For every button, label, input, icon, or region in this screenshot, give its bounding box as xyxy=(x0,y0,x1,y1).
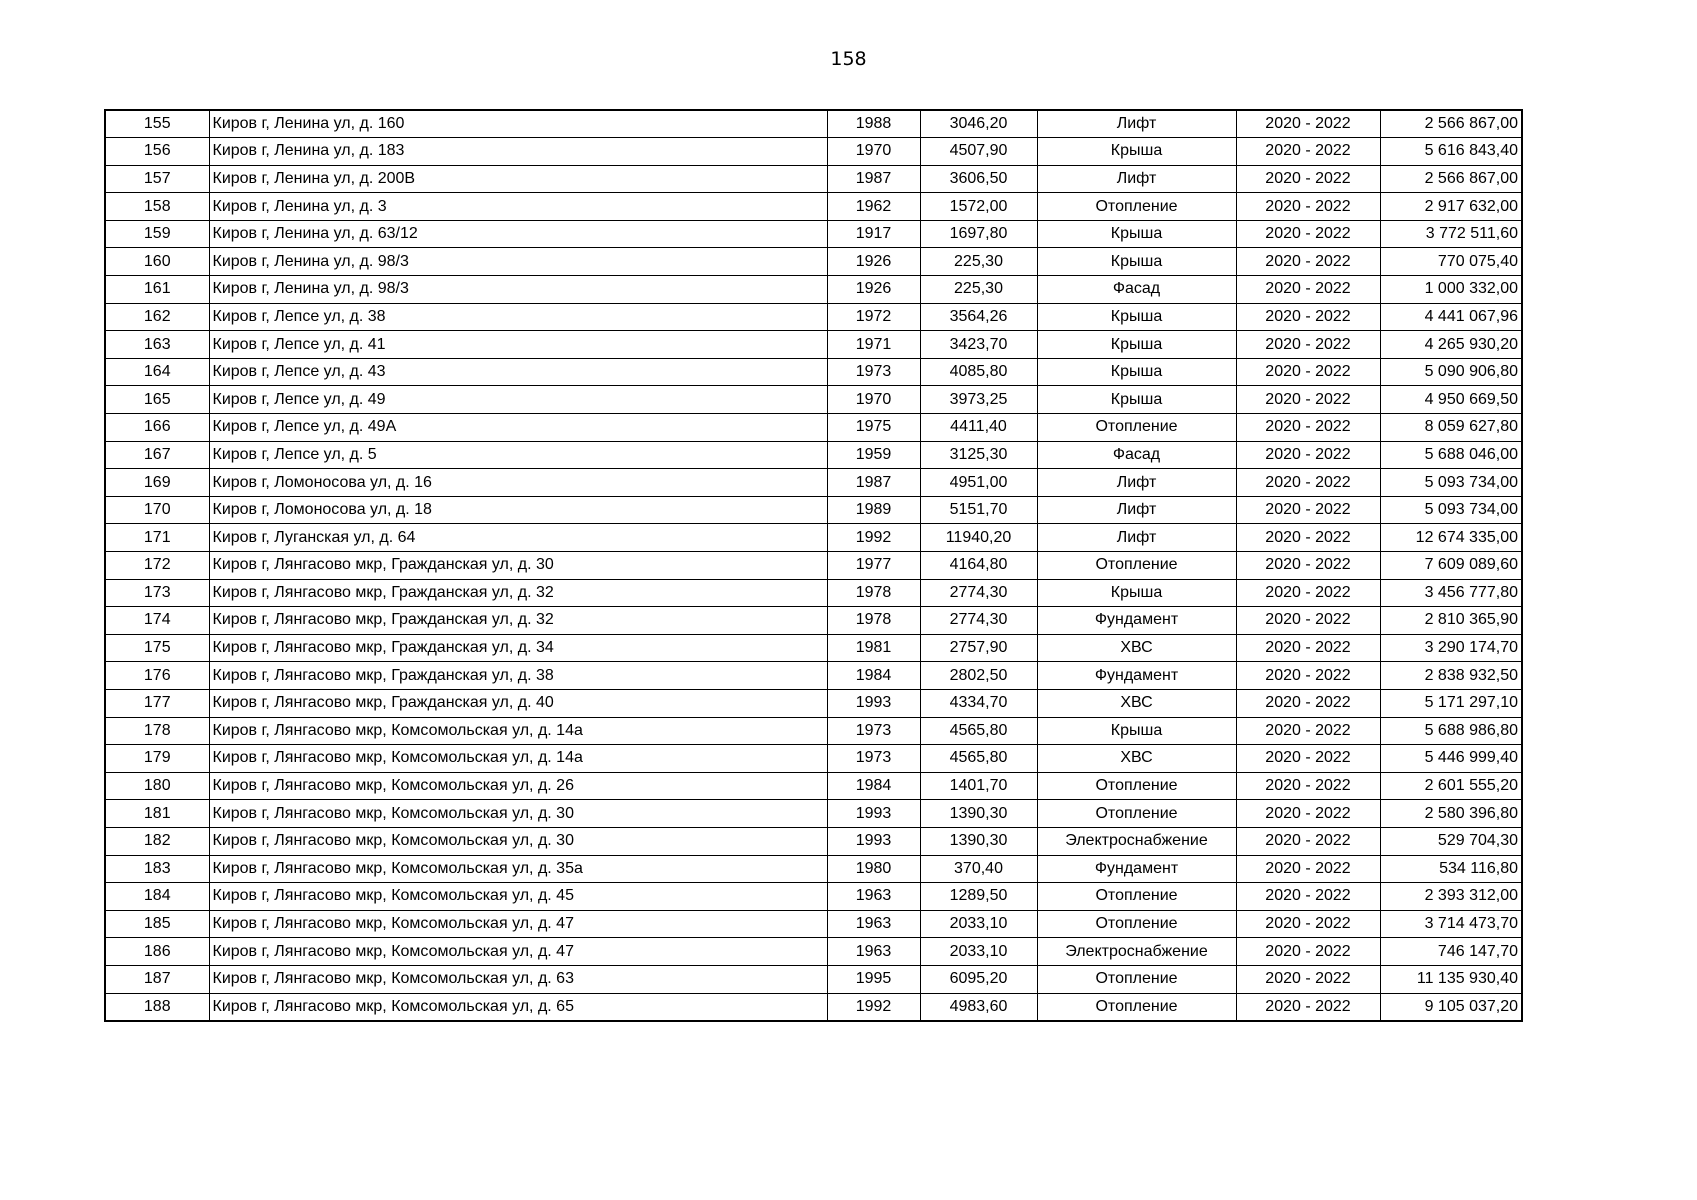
area-cell: 3125,30 xyxy=(920,441,1037,469)
row-number-cell: 171 xyxy=(105,524,209,552)
period-cell: 2020 - 2022 xyxy=(1236,855,1380,883)
period-cell: 2020 - 2022 xyxy=(1236,248,1380,276)
address-cell: Киров г, Лянгасово мкр, Комсомольская ул, д. 47 xyxy=(209,910,827,938)
cost-cell: 11 135 930,40 xyxy=(1380,965,1522,993)
row-number-cell: 161 xyxy=(105,276,209,304)
registry-body xyxy=(105,110,1522,1021)
row-number-cell: 155 xyxy=(105,110,209,138)
area-cell: 4565,80 xyxy=(920,745,1037,773)
address-cell: Киров г, Лепсе ул, д. 49 xyxy=(209,386,827,414)
period-cell: 2020 - 2022 xyxy=(1236,827,1380,855)
period-cell: 2020 - 2022 xyxy=(1236,579,1380,607)
address-cell: Киров г, Лянгасово мкр, Комсомольская ул, д. 45 xyxy=(209,883,827,911)
cost-cell: 3 456 777,80 xyxy=(1380,579,1522,607)
area-cell: 1697,80 xyxy=(920,220,1037,248)
address-cell: Киров г, Ленина ул, д. 183 xyxy=(209,138,827,166)
address-cell: Киров г, Ленина ул, д. 3 xyxy=(209,193,827,221)
work-type-cell: Лифт xyxy=(1037,165,1236,193)
work-type-cell: Фундамент xyxy=(1037,855,1236,883)
row-number-cell: 176 xyxy=(105,662,209,690)
period-cell: 2020 - 2022 xyxy=(1236,331,1380,359)
area-cell: 225,30 xyxy=(920,248,1037,276)
area-cell: 6095,20 xyxy=(920,965,1037,993)
row-number-cell: 164 xyxy=(105,358,209,386)
cost-cell: 5 688 986,80 xyxy=(1380,717,1522,745)
table-row xyxy=(105,607,1522,635)
build-year-cell: 1972 xyxy=(827,303,920,331)
cost-cell: 1 000 332,00 xyxy=(1380,276,1522,304)
build-year-cell: 1987 xyxy=(827,165,920,193)
period-cell: 2020 - 2022 xyxy=(1236,745,1380,773)
period-cell: 2020 - 2022 xyxy=(1236,303,1380,331)
table-row xyxy=(105,579,1522,607)
area-cell: 4164,80 xyxy=(920,552,1037,580)
table-row xyxy=(105,689,1522,717)
table-row xyxy=(105,965,1522,993)
build-year-cell: 1995 xyxy=(827,965,920,993)
work-type-cell: Крыша xyxy=(1037,220,1236,248)
row-number-cell: 169 xyxy=(105,469,209,497)
area-cell: 4951,00 xyxy=(920,469,1037,497)
table-row xyxy=(105,138,1522,166)
cost-cell: 5 688 046,00 xyxy=(1380,441,1522,469)
table-row xyxy=(105,662,1522,690)
cost-cell: 3 290 174,70 xyxy=(1380,634,1522,662)
address-cell: Киров г, Ленина ул, д. 63/12 xyxy=(209,220,827,248)
table-row xyxy=(105,331,1522,359)
row-number-cell: 170 xyxy=(105,496,209,524)
area-cell: 1401,70 xyxy=(920,772,1037,800)
row-number-cell: 159 xyxy=(105,220,209,248)
build-year-cell: 1973 xyxy=(827,358,920,386)
address-cell: Киров г, Лянгасово мкр, Комсомольская ул, д. 14а xyxy=(209,745,827,773)
cost-cell: 5 090 906,80 xyxy=(1380,358,1522,386)
period-cell: 2020 - 2022 xyxy=(1236,110,1380,138)
work-type-cell: Отопление xyxy=(1037,193,1236,221)
period-cell: 2020 - 2022 xyxy=(1236,496,1380,524)
cost-cell: 770 075,40 xyxy=(1380,248,1522,276)
table-row xyxy=(105,248,1522,276)
row-number-cell: 167 xyxy=(105,441,209,469)
period-cell: 2020 - 2022 xyxy=(1236,524,1380,552)
address-cell: Киров г, Лянгасово мкр, Гражданская ул, д. 40 xyxy=(209,689,827,717)
work-type-cell: ХВС xyxy=(1037,745,1236,773)
row-number-cell: 182 xyxy=(105,827,209,855)
row-number-cell: 157 xyxy=(105,165,209,193)
cost-cell: 2 566 867,00 xyxy=(1380,165,1522,193)
period-cell: 2020 - 2022 xyxy=(1236,441,1380,469)
build-year-cell: 1963 xyxy=(827,938,920,966)
row-number-cell: 186 xyxy=(105,938,209,966)
area-cell: 4085,80 xyxy=(920,358,1037,386)
period-cell: 2020 - 2022 xyxy=(1236,358,1380,386)
table-row xyxy=(105,827,1522,855)
work-type-cell: Крыша xyxy=(1037,303,1236,331)
work-type-cell: Лифт xyxy=(1037,469,1236,497)
area-cell: 1390,30 xyxy=(920,800,1037,828)
cost-cell: 5 093 734,00 xyxy=(1380,496,1522,524)
cost-cell: 5 171 297,10 xyxy=(1380,689,1522,717)
row-number-cell: 173 xyxy=(105,579,209,607)
work-type-cell: Крыша xyxy=(1037,717,1236,745)
area-cell: 2033,10 xyxy=(920,938,1037,966)
period-cell: 2020 - 2022 xyxy=(1236,993,1380,1021)
address-cell: Киров г, Лянгасово мкр, Комсомольская ул, д. 35а xyxy=(209,855,827,883)
build-year-cell: 1963 xyxy=(827,883,920,911)
row-number-cell: 166 xyxy=(105,414,209,442)
page-number: 158 xyxy=(830,48,867,70)
address-cell: Киров г, Лянгасово мкр, Комсомольская ул, д. 63 xyxy=(209,965,827,993)
area-cell: 3973,25 xyxy=(920,386,1037,414)
period-cell: 2020 - 2022 xyxy=(1236,772,1380,800)
work-type-cell: Отопление xyxy=(1037,552,1236,580)
address-cell: Киров г, Ленина ул, д. 98/3 xyxy=(209,248,827,276)
period-cell: 2020 - 2022 xyxy=(1236,938,1380,966)
address-cell: Киров г, Лянгасово мкр, Комсомольская ул, д. 14а xyxy=(209,717,827,745)
period-cell: 2020 - 2022 xyxy=(1236,689,1380,717)
work-type-cell: Фасад xyxy=(1037,276,1236,304)
build-year-cell: 1987 xyxy=(827,469,920,497)
cost-cell: 2 810 365,90 xyxy=(1380,607,1522,635)
address-cell: Киров г, Лепсе ул, д. 41 xyxy=(209,331,827,359)
table-row xyxy=(105,634,1522,662)
row-number-cell: 172 xyxy=(105,552,209,580)
work-type-cell: ХВС xyxy=(1037,634,1236,662)
build-year-cell: 1993 xyxy=(827,827,920,855)
work-type-cell: Отопление xyxy=(1037,910,1236,938)
build-year-cell: 1963 xyxy=(827,910,920,938)
cost-cell: 529 704,30 xyxy=(1380,827,1522,855)
area-cell: 3606,50 xyxy=(920,165,1037,193)
cost-cell: 9 105 037,20 xyxy=(1380,993,1522,1021)
build-year-cell: 1917 xyxy=(827,220,920,248)
table-row xyxy=(105,441,1522,469)
row-number-cell: 162 xyxy=(105,303,209,331)
period-cell: 2020 - 2022 xyxy=(1236,662,1380,690)
area-cell: 11940,20 xyxy=(920,524,1037,552)
address-cell: Киров г, Луганская ул, д. 64 xyxy=(209,524,827,552)
build-year-cell: 1973 xyxy=(827,717,920,745)
build-year-cell: 1992 xyxy=(827,993,920,1021)
build-year-cell: 1980 xyxy=(827,855,920,883)
period-cell: 2020 - 2022 xyxy=(1236,138,1380,166)
work-type-cell: Крыша xyxy=(1037,138,1236,166)
row-number-cell: 181 xyxy=(105,800,209,828)
table-row xyxy=(105,993,1522,1021)
work-type-cell: Крыша xyxy=(1037,331,1236,359)
work-type-cell: Крыша xyxy=(1037,248,1236,276)
build-year-cell: 1978 xyxy=(827,579,920,607)
work-type-cell: Крыша xyxy=(1037,579,1236,607)
table-row xyxy=(105,165,1522,193)
table-row xyxy=(105,855,1522,883)
address-cell: Киров г, Лянгасово мкр, Гражданская ул, д. 34 xyxy=(209,634,827,662)
period-cell: 2020 - 2022 xyxy=(1236,469,1380,497)
table-row xyxy=(105,414,1522,442)
table-row xyxy=(105,717,1522,745)
area-cell: 2774,30 xyxy=(920,607,1037,635)
work-type-cell: Отопление xyxy=(1037,883,1236,911)
address-cell: Киров г, Лянгасово мкр, Гражданская ул, д. 32 xyxy=(209,579,827,607)
period-cell: 2020 - 2022 xyxy=(1236,965,1380,993)
address-cell: Киров г, Ленина ул, д. 98/3 xyxy=(209,276,827,304)
area-cell: 2033,10 xyxy=(920,910,1037,938)
cost-cell: 2 393 312,00 xyxy=(1380,883,1522,911)
address-cell: Киров г, Ломоносова ул, д. 18 xyxy=(209,496,827,524)
work-type-cell: Электроснабжение xyxy=(1037,938,1236,966)
cost-cell: 534 116,80 xyxy=(1380,855,1522,883)
cost-cell: 5 093 734,00 xyxy=(1380,469,1522,497)
cost-cell: 2 566 867,00 xyxy=(1380,110,1522,138)
row-number-cell: 183 xyxy=(105,855,209,883)
address-cell: Киров г, Лянгасово мкр, Комсомольская ул, д. 65 xyxy=(209,993,827,1021)
build-year-cell: 1977 xyxy=(827,552,920,580)
build-year-cell: 1970 xyxy=(827,138,920,166)
build-year-cell: 1926 xyxy=(827,276,920,304)
area-cell: 2774,30 xyxy=(920,579,1037,607)
row-number-cell: 187 xyxy=(105,965,209,993)
table-row xyxy=(105,524,1522,552)
work-type-cell: Фасад xyxy=(1037,441,1236,469)
row-number-cell: 163 xyxy=(105,331,209,359)
work-type-cell: Лифт xyxy=(1037,496,1236,524)
build-year-cell: 1993 xyxy=(827,689,920,717)
cost-cell: 7 609 089,60 xyxy=(1380,552,1522,580)
build-year-cell: 1970 xyxy=(827,386,920,414)
cost-cell: 2 838 932,50 xyxy=(1380,662,1522,690)
area-cell: 3046,20 xyxy=(920,110,1037,138)
period-cell: 2020 - 2022 xyxy=(1236,552,1380,580)
repair-registry-table xyxy=(104,109,1523,1022)
area-cell: 4411,40 xyxy=(920,414,1037,442)
address-cell: Киров г, Лянгасово мкр, Комсомольская ул, д. 30 xyxy=(209,800,827,828)
address-cell: Киров г, Ломоносова ул, д. 16 xyxy=(209,469,827,497)
period-cell: 2020 - 2022 xyxy=(1236,165,1380,193)
table-row xyxy=(105,276,1522,304)
address-cell: Киров г, Лянгасово мкр, Комсомольская ул, д. 47 xyxy=(209,938,827,966)
address-cell: Киров г, Ленина ул, д. 200В xyxy=(209,165,827,193)
build-year-cell: 1981 xyxy=(827,634,920,662)
area-cell: 1572,00 xyxy=(920,193,1037,221)
build-year-cell: 1975 xyxy=(827,414,920,442)
cost-cell: 12 674 335,00 xyxy=(1380,524,1522,552)
address-cell: Киров г, Лянгасово мкр, Гражданская ул, д. 30 xyxy=(209,552,827,580)
build-year-cell: 1962 xyxy=(827,193,920,221)
cost-cell: 5 446 999,40 xyxy=(1380,745,1522,773)
work-type-cell: ХВС xyxy=(1037,689,1236,717)
area-cell: 1289,50 xyxy=(920,883,1037,911)
build-year-cell: 1971 xyxy=(827,331,920,359)
address-cell: Киров г, Лепсе ул, д. 38 xyxy=(209,303,827,331)
work-type-cell: Крыша xyxy=(1037,386,1236,414)
period-cell: 2020 - 2022 xyxy=(1236,634,1380,662)
table-row xyxy=(105,110,1522,138)
area-cell: 225,30 xyxy=(920,276,1037,304)
table-row xyxy=(105,303,1522,331)
area-cell: 2802,50 xyxy=(920,662,1037,690)
address-cell: Киров г, Лянгасово мкр, Комсомольская ул, д. 26 xyxy=(209,772,827,800)
row-number-cell: 185 xyxy=(105,910,209,938)
work-type-cell: Отопление xyxy=(1037,993,1236,1021)
work-type-cell: Лифт xyxy=(1037,524,1236,552)
cost-cell: 2 917 632,00 xyxy=(1380,193,1522,221)
build-year-cell: 1978 xyxy=(827,607,920,635)
work-type-cell: Лифт xyxy=(1037,110,1236,138)
table-row xyxy=(105,496,1522,524)
build-year-cell: 1926 xyxy=(827,248,920,276)
address-cell: Киров г, Лепсе ул, д. 49А xyxy=(209,414,827,442)
row-number-cell: 174 xyxy=(105,607,209,635)
work-type-cell: Отопление xyxy=(1037,965,1236,993)
period-cell: 2020 - 2022 xyxy=(1236,717,1380,745)
table-row xyxy=(105,800,1522,828)
row-number-cell: 188 xyxy=(105,993,209,1021)
cost-cell: 746 147,70 xyxy=(1380,938,1522,966)
work-type-cell: Отопление xyxy=(1037,414,1236,442)
area-cell: 3564,26 xyxy=(920,303,1037,331)
period-cell: 2020 - 2022 xyxy=(1236,910,1380,938)
row-number-cell: 184 xyxy=(105,883,209,911)
work-type-cell: Отопление xyxy=(1037,772,1236,800)
address-cell: Киров г, Лянгасово мкр, Гражданская ул, д. 32 xyxy=(209,607,827,635)
table-row xyxy=(105,745,1522,773)
area-cell: 4565,80 xyxy=(920,717,1037,745)
row-number-cell: 160 xyxy=(105,248,209,276)
cost-cell: 8 059 627,80 xyxy=(1380,414,1522,442)
table-row xyxy=(105,193,1522,221)
row-number-cell: 156 xyxy=(105,138,209,166)
row-number-cell: 178 xyxy=(105,717,209,745)
area-cell: 4983,60 xyxy=(920,993,1037,1021)
area-cell: 2757,90 xyxy=(920,634,1037,662)
row-number-cell: 175 xyxy=(105,634,209,662)
period-cell: 2020 - 2022 xyxy=(1236,193,1380,221)
build-year-cell: 1973 xyxy=(827,745,920,773)
work-type-cell: Отопление xyxy=(1037,800,1236,828)
area-cell: 4334,70 xyxy=(920,689,1037,717)
cost-cell: 3 772 511,60 xyxy=(1380,220,1522,248)
period-cell: 2020 - 2022 xyxy=(1236,414,1380,442)
table-row xyxy=(105,358,1522,386)
work-type-cell: Фундамент xyxy=(1037,662,1236,690)
area-cell: 370,40 xyxy=(920,855,1037,883)
build-year-cell: 1989 xyxy=(827,496,920,524)
build-year-cell: 1988 xyxy=(827,110,920,138)
address-cell: Киров г, Лянгасово мкр, Комсомольская ул, д. 30 xyxy=(209,827,827,855)
table-row xyxy=(105,220,1522,248)
build-year-cell: 1984 xyxy=(827,662,920,690)
row-number-cell: 165 xyxy=(105,386,209,414)
table-row xyxy=(105,552,1522,580)
work-type-cell: Крыша xyxy=(1037,358,1236,386)
area-cell: 4507,90 xyxy=(920,138,1037,166)
cost-cell: 4 441 067,96 xyxy=(1380,303,1522,331)
row-number-cell: 180 xyxy=(105,772,209,800)
row-number-cell: 158 xyxy=(105,193,209,221)
cost-cell: 3 714 473,70 xyxy=(1380,910,1522,938)
period-cell: 2020 - 2022 xyxy=(1236,386,1380,414)
cost-cell: 4 265 930,20 xyxy=(1380,331,1522,359)
build-year-cell: 1984 xyxy=(827,772,920,800)
cost-cell: 2 580 396,80 xyxy=(1380,800,1522,828)
area-cell: 5151,70 xyxy=(920,496,1037,524)
address-cell: Киров г, Лянгасово мкр, Гражданская ул, д. 38 xyxy=(209,662,827,690)
work-type-cell: Электроснабжение xyxy=(1037,827,1236,855)
cost-cell: 5 616 843,40 xyxy=(1380,138,1522,166)
table-row xyxy=(105,938,1522,966)
period-cell: 2020 - 2022 xyxy=(1236,800,1380,828)
work-type-cell: Фундамент xyxy=(1037,607,1236,635)
period-cell: 2020 - 2022 xyxy=(1236,220,1380,248)
build-year-cell: 1992 xyxy=(827,524,920,552)
area-cell: 1390,30 xyxy=(920,827,1037,855)
build-year-cell: 1959 xyxy=(827,441,920,469)
address-cell: Киров г, Лепсе ул, д. 43 xyxy=(209,358,827,386)
address-cell: Киров г, Лепсе ул, д. 5 xyxy=(209,441,827,469)
table-row xyxy=(105,883,1522,911)
period-cell: 2020 - 2022 xyxy=(1236,276,1380,304)
table-row xyxy=(105,772,1522,800)
table-row xyxy=(105,386,1522,414)
table-row xyxy=(105,469,1522,497)
table-row xyxy=(105,910,1522,938)
address-cell: Киров г, Ленина ул, д. 160 xyxy=(209,110,827,138)
period-cell: 2020 - 2022 xyxy=(1236,883,1380,911)
cost-cell: 4 950 669,50 xyxy=(1380,386,1522,414)
cost-cell: 2 601 555,20 xyxy=(1380,772,1522,800)
area-cell: 3423,70 xyxy=(920,331,1037,359)
build-year-cell: 1993 xyxy=(827,800,920,828)
period-cell: 2020 - 2022 xyxy=(1236,607,1380,635)
row-number-cell: 179 xyxy=(105,745,209,773)
row-number-cell: 177 xyxy=(105,689,209,717)
